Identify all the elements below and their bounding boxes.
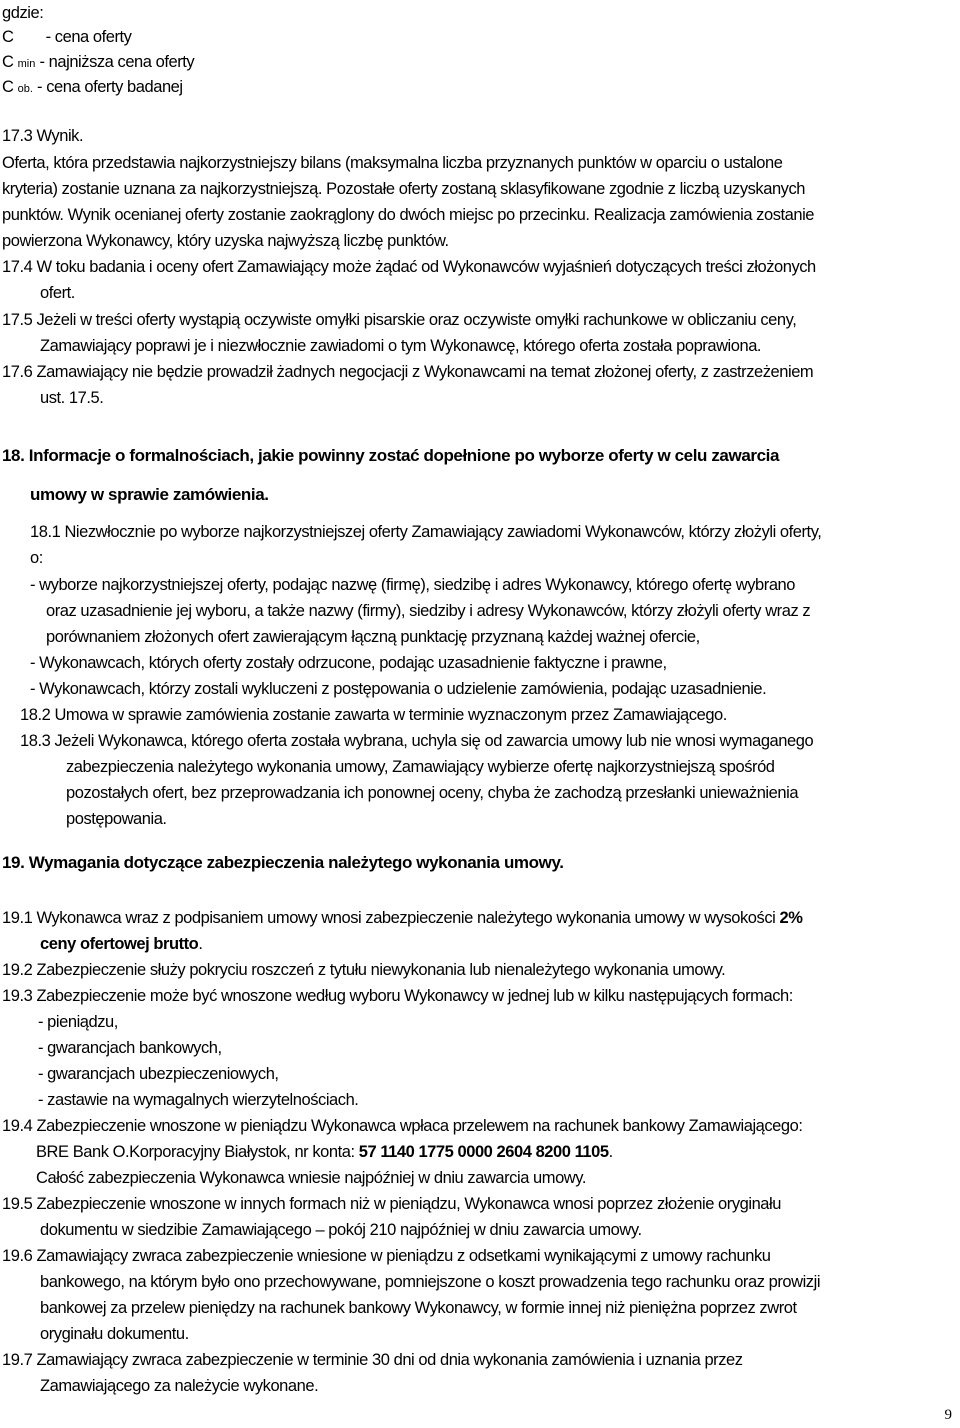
section-19-heading: 19. Wymagania dotyczące zabezpieczenia należytego wykonania umowy. xyxy=(2,853,564,872)
paragraph-line: Zamawiający poprawi je i niezwłocznie zawiadomi o tym Wykonawcę, którego oferta została poprawiona. xyxy=(40,337,762,355)
list-item: - zastawie na wymagalnych wierzytelnościach. xyxy=(38,1091,359,1109)
paragraph-line: 19.4 Zabezpieczenie wnoszone w pieniądzu Wykonawca wpłaca przelewem na rachunek bankowy Zamawiającego: xyxy=(2,1117,803,1135)
section-18-heading: 18. Informacje o formalnościach, jakie powinny zostać dopełnione po wyborze oferty w celu zawarcia xyxy=(2,446,780,465)
text-run: BRE Bank O.Korporacyjny Białystok, nr konta: xyxy=(36,1143,359,1161)
paragraph-line: 18.3 Jeżeli Wykonawca, którego oferta została wybrana, uchyla się od zawarcia umowy lub nie wnosi wymaganego xyxy=(20,732,814,750)
legend-intro: gdzie: xyxy=(2,4,44,22)
paragraph-line: pozostałych ofert, bez przeprowadzania ich ponownej oceny, chyba że zachodzą przesłanki unieważnienia xyxy=(66,784,799,802)
legend-text: - cena oferty xyxy=(45,28,132,46)
paragraph-line: 19.7 Zamawiający zwraca zabezpieczenie w terminie 30 dni od dnia wykonania zamówienia i uznania przez xyxy=(2,1351,743,1369)
paragraph-line: oraz uzasadnienie jej wyboru, a także nazwy (firmy), siedziby i adresy Wykonawców, którzy złożyli oferty wraz z xyxy=(46,602,811,620)
paragraph-line: punktów. Wynik ocenianej oferty zostanie zaokrąglony do dwóch miejsc po przecinku. Realizacja zamówienia zostanie xyxy=(2,206,815,224)
paragraph-line: Zamawiającego za należycie wykonane. xyxy=(40,1377,319,1395)
legend-subscript: min xyxy=(17,58,36,70)
legend-symbol: C xyxy=(2,53,14,71)
paragraph-line: 18.1 Niezwłocznie po wyborze najkorzystniejszej oferty Zamawiający zawiadomi Wykonawców, którzy złożyli oferty, xyxy=(30,523,822,541)
paragraph-line: postępowania. xyxy=(66,810,167,828)
legend-text: - cena oferty badanej xyxy=(37,78,183,96)
paragraph-line: 17.6 Zamawiający nie będzie prowadził żadnych negocjacji z Wykonawcami na temat złożonej oferty, z zastrzeżeniem xyxy=(2,363,814,381)
text-run: 19.1 Wykonawca wraz z podpisaniem umowy wnosi zabezpieczenie należytego wykonania umowy w wysokości xyxy=(2,909,780,927)
paragraph-line: ofert. xyxy=(40,284,75,302)
section-18-heading-cont: umowy w sprawie zamówienia. xyxy=(30,485,269,504)
paragraph-line xyxy=(2,908,802,928)
section-17-3-heading: 17.3 Wynik. xyxy=(2,127,84,145)
list-item: - Wykonawcach, których oferty zostały odrzucone, podając uzasadnienie faktyczne i prawne, xyxy=(30,654,667,672)
list-item: - gwarancjach bankowych, xyxy=(38,1039,222,1057)
bank-account-number: 57 1140 1775 0000 2604 8200 1105 xyxy=(358,1143,609,1161)
legend-text: - najniższa cena oferty xyxy=(39,53,195,71)
legend-subscript: ob. xyxy=(17,83,33,95)
paragraph-line: oryginału dokumentu. xyxy=(40,1325,189,1343)
list-item: - gwarancjach ubezpieczeniowych, xyxy=(38,1065,279,1083)
page-number: 9 xyxy=(944,1407,952,1423)
paragraph-line xyxy=(40,934,202,954)
paragraph-line: 19.2 Zabezpieczenie służy pokryciu roszczeń z tytułu niewykonania lub nienależytego wykonania umowy. xyxy=(2,961,726,979)
list-item: - pieniądzu, xyxy=(38,1013,118,1031)
legend-symbol: C xyxy=(2,78,14,96)
legend-item-cmin xyxy=(2,52,194,74)
paragraph-line: kryteria) zostanie uznana za najkorzystniejszą. Pozostałe oferty zostaną sklasyfikowane zgodnie z liczbą uzyskanych xyxy=(2,180,806,198)
list-item: - Wykonawcach, którzy zostali wykluczeni z postępowania o udzielenie zamówienia, podając uzasadnienie. xyxy=(30,680,767,698)
legend-item-cob xyxy=(2,77,183,99)
legend-item-c xyxy=(2,27,131,47)
paragraph-line: zabezpieczenia należytego wykonania umowy, Zamawiający wybierze ofertę najkorzystniejszą spośród xyxy=(66,758,775,776)
text-run: . xyxy=(198,935,203,953)
security-percent: 2% xyxy=(779,909,803,927)
paragraph-line: bankowej za przelew pieniędzy na rachunek bankowy Wykonawcy, w formie innej niż pieniężna poprzez zwrot xyxy=(40,1299,797,1317)
paragraph-line: 17.5 Jeżeli w treści oferty wystąpią oczywiste omyłki pisarskie oraz oczywiste omyłki rachunkowe w obliczaniu ceny, xyxy=(2,311,797,329)
paragraph-line: ust. 17.5. xyxy=(40,389,104,407)
legend-symbol: C xyxy=(2,28,14,46)
paragraph-line: porównaniem złożonych ofert zawierającym łączną punktację przyznaną każdej ważnej ofercie, xyxy=(46,628,700,646)
paragraph-line: 17.4 W toku badania i oceny ofert Zamawiający może żądać od Wykonawców wyjaśnień dotyczących treści złożonych xyxy=(2,258,816,276)
paragraph-line: 19.6 Zamawiający zwraca zabezpieczenie wniesione w pieniądzu z odsetkami wynikającymi z umowy rachunku xyxy=(2,1247,771,1265)
paragraph-line xyxy=(36,1142,613,1162)
text-run: . xyxy=(608,1143,613,1161)
list-item: - wyborze najkorzystniejszej oferty, podając nazwę (firmę), siedzibę i adres Wykonawcy, którego ofertę wybrano xyxy=(30,576,795,594)
paragraph-line: powierzona Wykonawcy, który uzyska najwyższą liczbę punktów. xyxy=(2,232,449,250)
paragraph-line: Oferta, która przedstawia najkorzystniejszy bilans (maksymalna liczba przyznanych punktów w oparciu o ustalone xyxy=(2,154,783,172)
paragraph-line: dokumentu w siedzibie Zamawiającego – pokój 210 najpóźniej w dniu zawarcia umowy. xyxy=(40,1221,642,1239)
paragraph-line: bankowego, na którym było ono przechowywane, pomniejszone o koszt prowadzenia tego rachunku oraz prowizji xyxy=(40,1273,821,1291)
price-basis: ceny ofertowej brutto xyxy=(40,935,199,953)
paragraph-line: Całość zabezpieczenia Wykonawca wniesie najpóźniej w dniu zawarcia umowy. xyxy=(36,1169,586,1187)
paragraph-line: 18.2 Umowa w sprawie zamówienia zostanie zawarta w terminie wyznaczonym przez Zamawiającego. xyxy=(20,706,727,724)
paragraph-line: 19.3 Zabezpieczenie może być wnoszone według wyboru Wykonawcy w jednej lub w kilku następujących formach: xyxy=(2,987,793,1005)
paragraph-line: 19.5 Zabezpieczenie wnoszone w innych formach niż w pieniądzu, Wykonawca wnosi poprzez złożenie oryginału xyxy=(2,1195,781,1213)
paragraph-line: o: xyxy=(30,549,43,567)
